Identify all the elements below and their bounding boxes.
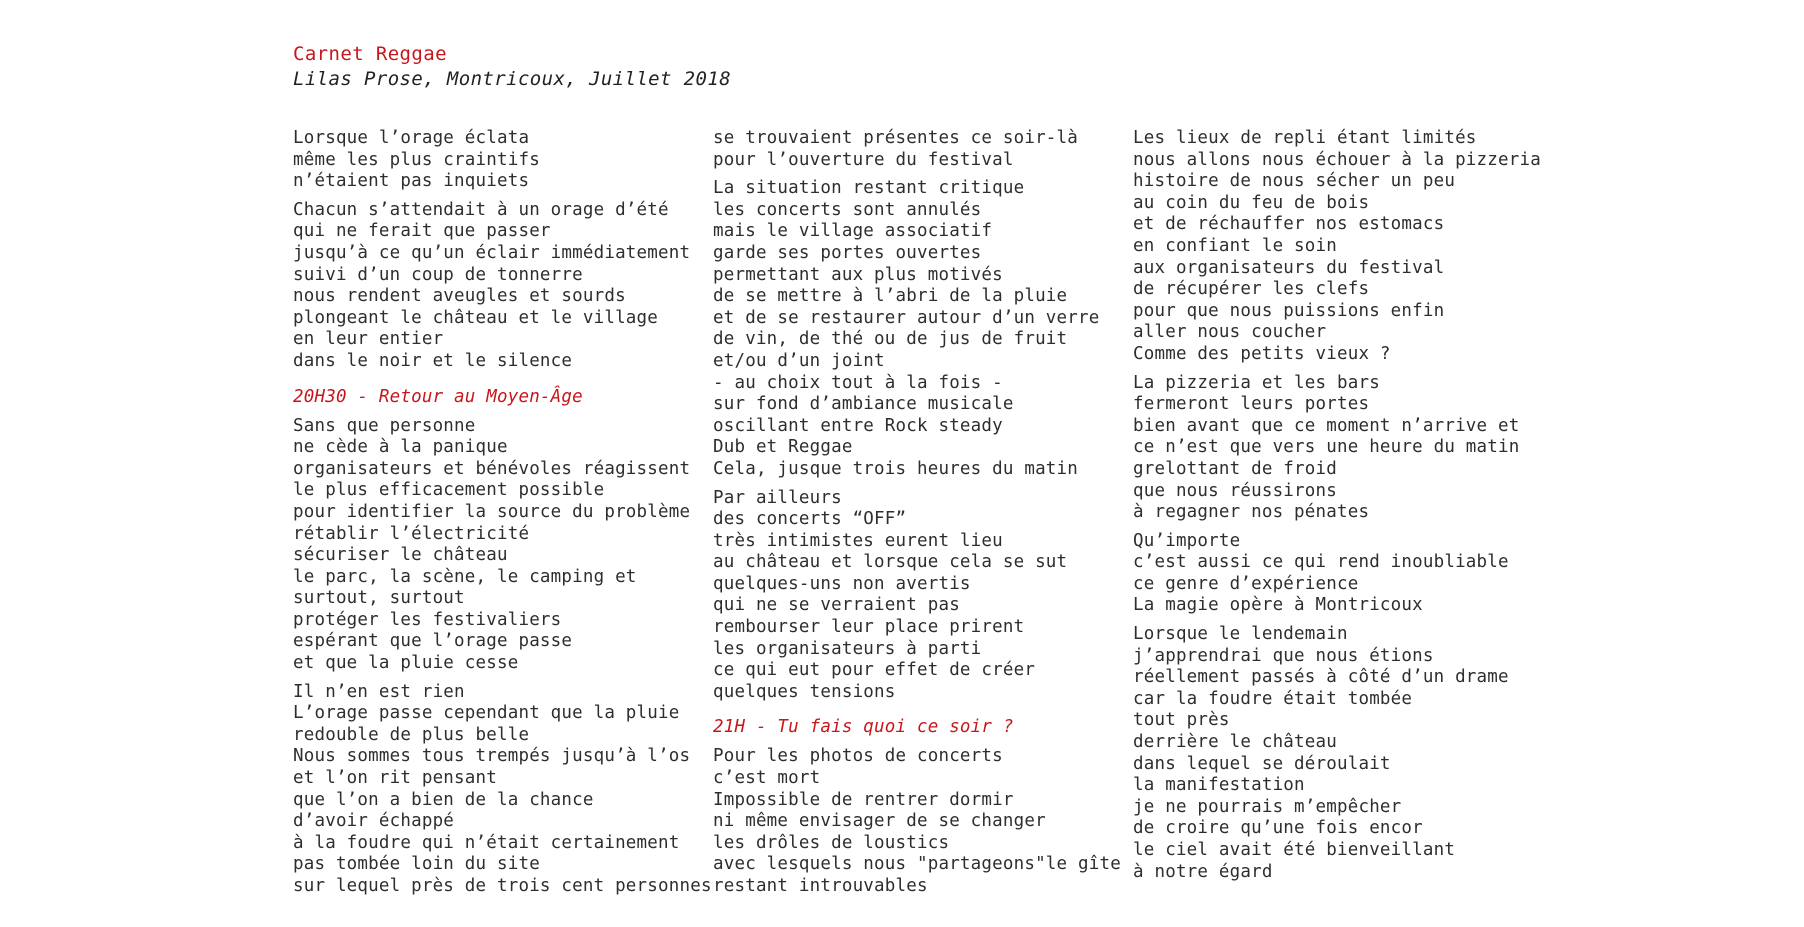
text-column-3 [1133,128,1543,890]
poem-line: qui ne ferait que passer [293,221,551,242]
poem-line: au château et lorsque cela se sut [713,552,1068,573]
poem-line: derrière le château [1133,732,1337,753]
poem-line: quelques-uns non avertis [713,573,971,594]
poem-line: au coin du feu de bois [1133,192,1370,213]
poem-line: n’étaient pas inquiets [293,171,530,192]
poem-line: le plus efficacement possible [293,480,605,501]
poem-line: ce n’est que vers une heure du matin [1133,437,1520,458]
poem-line: La situation restant critique [713,178,1025,199]
poem-line: Il n’en est rien [293,681,465,702]
poem-line: très intimistes eurent lieu [713,530,1003,551]
poem-line: j’apprendrai que nous étions [1133,645,1434,666]
poem-line: pour identifier la source du problème [293,501,691,522]
poem-line: oscillant entre Rock steady [713,415,1003,436]
poem-line: que l’on a bien de la chance [293,789,594,810]
poem-line: pour l’ouverture du festival [713,149,1014,170]
poem-line: à notre égard [1133,861,1273,882]
poem-line: de se mettre à l’abri de la pluie [713,286,1068,307]
poem-line: et l’on rit pensant [293,768,497,789]
stanza [293,681,712,898]
poem-line: des concerts “OFF” [713,509,907,530]
poem-line: les drôles de loustics [713,832,950,853]
poem-line: Pour les photos de concerts [713,746,1003,767]
poem-line: fermeront leurs portes [1133,394,1370,415]
poem-line: aux organisateurs du festival [1133,257,1445,278]
poem-line: organisateurs et bénévoles réagissent [293,458,691,479]
stanza [293,416,703,675]
stanza [713,178,1123,480]
stanza [293,128,703,193]
poem-line: mais le village associatif [713,221,993,242]
poem-line: garde ses portes ouvertes [713,242,982,263]
poem-line: car la foudre était tombée [1133,688,1413,709]
poem-line: Cela, jusque trois heures du matin [713,458,1079,479]
poem-line: en confiant le soin [1133,235,1337,256]
poem-line: que nous réussirons [1133,480,1337,501]
poem-line: d’avoir échappé [293,811,455,832]
poem-line: et de réchauffer nos estomacs [1133,214,1445,235]
poem-line: rétablir l’électricité [293,523,530,544]
poem-line: les organisateurs à parti [713,638,982,659]
poem-line: et de se restaurer autour d’un verre [713,307,1100,328]
poem-line: à regagner nos pénates [1133,502,1370,523]
poem-line: restant introuvables [713,876,928,896]
poem-line: sur lequel près de trois cent personnes [293,876,712,896]
poem-line: ce qui eut pour effet de créer [713,660,1036,681]
poem-line: histoire de nous sécher un peu [1133,171,1456,192]
stanza [1133,531,1543,617]
poem-line: pour que nous puissions enfin [1133,300,1445,321]
poem-line: grelottant de froid [1133,458,1337,479]
poem-line: en leur entier [293,329,444,350]
stanza [1133,624,1543,883]
document-subtitle: Lilas Prose, Montricoux, Juillet 2018 [293,68,732,90]
poem-line: La pizzeria et les bars [1133,372,1380,393]
poem-line: je ne pourrais m’empêcher [1133,796,1402,817]
poem-line: rembourser leur place prirent [713,617,1025,638]
poem-line: les concerts sont annulés [713,199,982,220]
poem-line: se trouvaient présentes ce soir-là [713,128,1079,148]
poem-line: quelques tensions [713,681,896,702]
poem-line: la manifestation [1133,775,1305,796]
poem-line: sur fond d’ambiance musicale [713,394,1014,415]
stanza [713,128,1123,171]
poem-line: jusqu’à ce qu’un éclair immédiatement [293,242,691,263]
poem-line: - au choix tout à la fois - [713,372,1003,393]
poem-line: permettant aux plus motivés [713,264,1003,285]
section-heading: 20H30 - Retour au Moyen-Âge [293,386,583,407]
poem-line: redouble de plus belle [293,724,530,745]
poem-line: Les lieux de repli étant limités [1133,128,1477,148]
poem-line: bien avant que ce moment n’arrive et [1133,415,1520,436]
poem-line: dans lequel se déroulait [1133,753,1391,774]
poem-line: Dub et Reggae [713,437,853,458]
poem-line: Chacun s’attendait à un orage d’été [293,199,669,220]
poem-line: ne cède à la panique [293,437,508,458]
poem-line: sécuriser le château [293,545,508,566]
poem-line: ni même envisager de se changer [713,811,1046,832]
poem-line: L’orage passe cependant que la pluie [293,703,680,724]
poem-line: Qu’importe [1133,530,1241,551]
poem-line: nous rendent aveugles et sourds [293,286,626,307]
poem-line: à la foudre qui n’était certainement [293,832,680,853]
poem-line: réellement passés à côté d’un drame [1133,667,1509,688]
poem-line: et que la pluie cesse [293,653,519,674]
poem-line: de croire qu’une fois encor [1133,818,1423,839]
stanza [713,746,1123,897]
poem-line: de récupérer les clefs [1133,279,1370,300]
section-heading: 21H - Tu fais quoi ce soir ? [713,717,1014,738]
poem-line: Sans que personne [293,415,476,436]
stanza [713,488,1123,704]
poem-line: de vin, de thé ou de jus de fruit [713,329,1068,350]
poem-line: ce genre d’expérience [1133,573,1359,594]
text-column-1 [293,128,712,905]
poem-line: espérant que l’orage passe [293,631,573,652]
poem-line: Impossible de rentrer dormir [713,789,1014,810]
poem-line: La magie opère à Montricoux [1133,595,1423,616]
poem-line: protéger les festivaliers [293,609,562,630]
poem-line: plongeant le château et le village [293,307,659,328]
poem-line: surtout, surtout [293,588,465,609]
stanza [1133,373,1543,524]
stanza [293,200,703,373]
poem-line: Lorsque le lendemain [1133,624,1348,645]
poem-line: Par ailleurs [713,487,842,508]
poem-line: Nous sommes tous trempés jusqu’à l’os [293,746,691,767]
poem-line: tout près [1133,710,1230,731]
poem-line: et/ou d’un joint [713,350,885,371]
poem-line: c’est mort [713,768,821,789]
poem-line: le ciel avait été bienveillant [1133,840,1456,860]
document-header [293,42,731,92]
poem-line: qui ne se verraient pas [713,595,960,616]
poem-line: c’est aussi ce qui rend inoubliable [1133,552,1509,573]
document-title: Carnet Reggae [293,43,447,65]
poem-line: le parc, la scène, le camping et [293,566,637,587]
poem-line: aller nous coucher [1133,322,1327,343]
poem-line: avec lesquels nous "partageons"le gîte [713,854,1121,875]
poem-line: même les plus craintifs [293,149,540,170]
poem-line: nous allons nous échouer à la pizzeria [1133,149,1541,170]
poem-line: pas tombée loin du site [293,854,540,875]
stanza [1133,128,1543,366]
text-column-2 [713,128,1123,905]
poem-line: dans le noir et le silence [293,350,573,371]
poem-line: Lorsque l’orage éclata [293,128,530,148]
poem-line: Comme des petits vieux ? [1133,343,1391,364]
poem-line: suivi d’un coup de tonnerre [293,264,583,285]
